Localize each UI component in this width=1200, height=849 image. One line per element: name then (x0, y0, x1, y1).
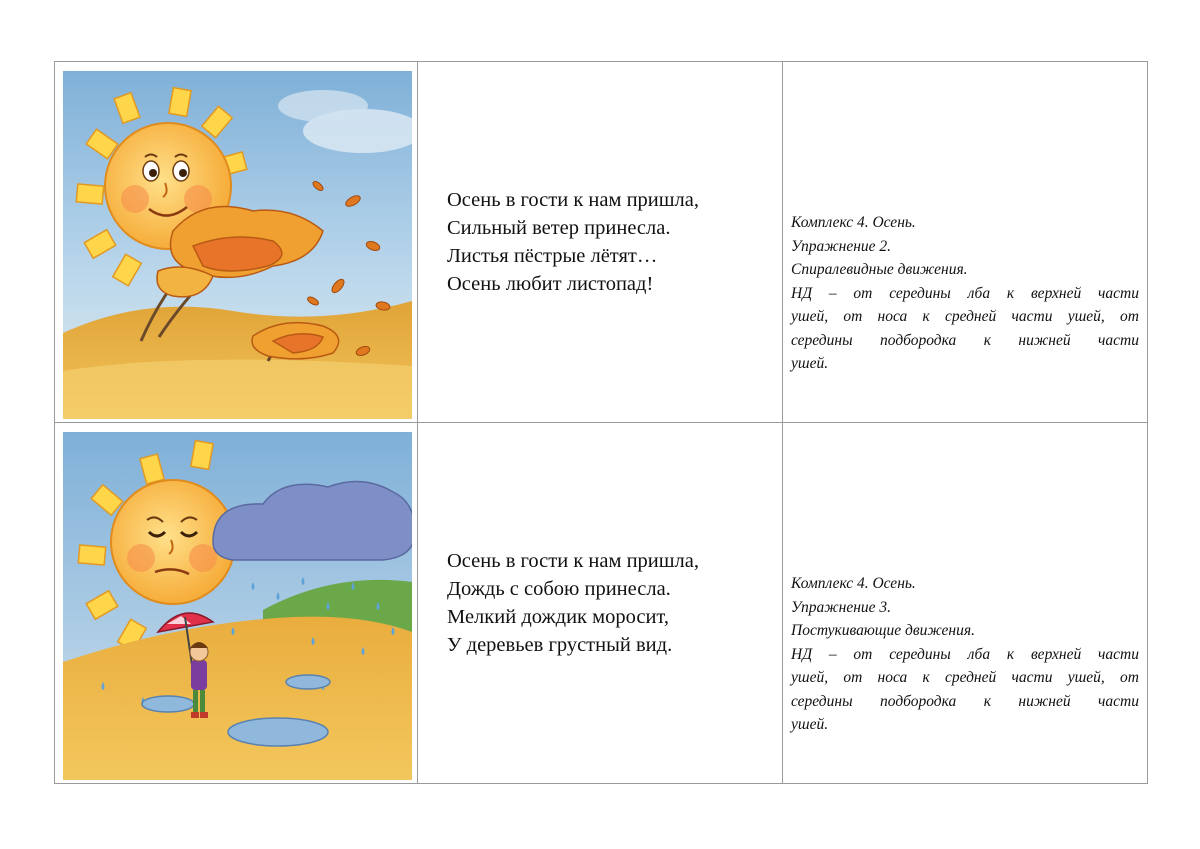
poem-cell-1 (418, 62, 783, 423)
poem-line: Осень в гости к нам пришла, (447, 550, 699, 572)
poem-line: Осень любит листопад! (447, 273, 654, 295)
note-line: середины подбородка к нижней части (791, 692, 1139, 710)
note-line: ушей, от носа к средней части ушей, от (791, 308, 1139, 326)
note-line: ушей. (791, 716, 829, 734)
exercise-number: Упражнение 3. (791, 598, 892, 616)
illustration-windy-autumn (63, 71, 412, 419)
movement-type: Постукивающие движения. (791, 622, 975, 640)
note-line: ушей. (791, 355, 829, 373)
poem-line: У деревьев грустный вид. (447, 634, 673, 656)
poem-1 (418, 186, 782, 298)
note-cell-1 (783, 62, 1148, 423)
illustration-rainy-autumn (63, 432, 412, 780)
movement-type: Спиралевидные движения. (791, 261, 968, 279)
exercise-number: Упражнение 2. (791, 237, 892, 255)
note-cell-2 (783, 423, 1148, 784)
poem-2 (418, 547, 782, 659)
note-line: НД – от середины лба к верхней части (791, 645, 1139, 663)
complex-title: Комплекс 4. Осень. (791, 575, 916, 593)
card-row-2 (55, 423, 1148, 784)
complex-title: Комплекс 4. Осень. (791, 214, 916, 232)
windy-autumn-illustration (63, 71, 412, 419)
exercise-note-1 (783, 108, 1147, 376)
poem-line: Мелкий дождик моросит, (447, 606, 669, 628)
exercise-note-2 (783, 469, 1147, 737)
poem-line: Листья пёстрые лётят… (447, 245, 658, 267)
note-line: середины подбородка к нижней части (791, 331, 1139, 349)
card-row-1 (55, 62, 1148, 423)
poem-line: Дождь с собою принесла. (447, 578, 671, 600)
rainy-autumn-illustration (63, 432, 412, 780)
poem-line: Осень в гости к нам пришла, (447, 189, 699, 211)
exercise-cards-table (54, 61, 1148, 784)
note-line: ушей, от носа к средней части ушей, от (791, 669, 1139, 687)
picture-cell-1 (55, 62, 418, 423)
picture-cell-2 (55, 423, 418, 784)
note-line: НД – от середины лба к верхней части (791, 284, 1139, 302)
poem-cell-2 (418, 423, 783, 784)
poem-line: Сильный ветер принесла. (447, 217, 671, 239)
